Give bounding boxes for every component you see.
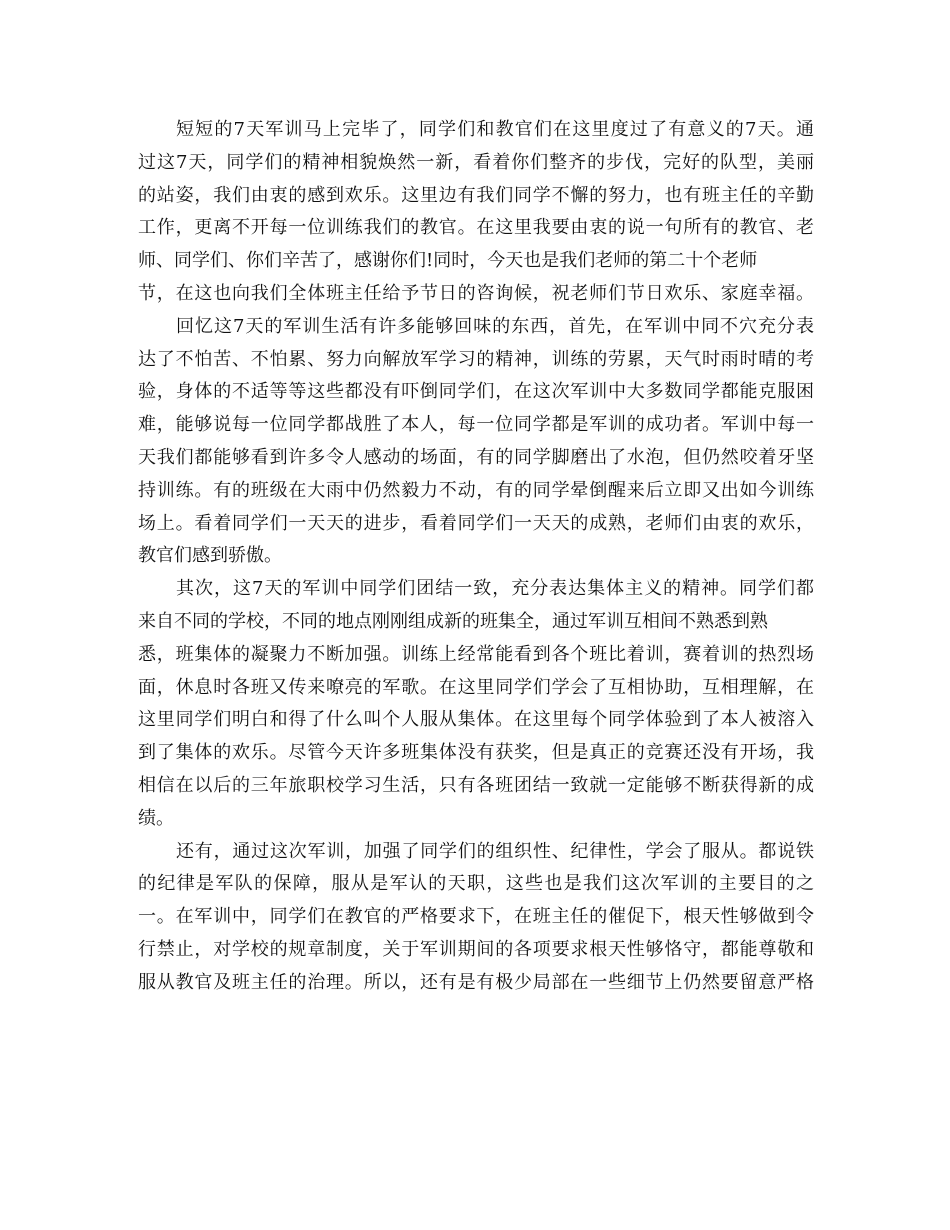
text-line: 的站姿，我们由衷的感到欢乐。这里边有我们同学不懈的努力，也有班主任的辛勤 <box>138 184 814 206</box>
text-line: 过这7天，同学们的精神相貌焕然一新，看着你们整齐的步伐，完好的队型，美丽 <box>138 151 814 173</box>
paragraph-4 <box>138 836 814 1000</box>
text-line: 短短的7天军训马上完毕了，同学们和教官们在这里度过了有意义的7天。通 <box>176 119 814 140</box>
text-line: 行禁止，对学校的规章制度，关于军训期间的各项要求根天性够恪守，都能尊敬和 <box>138 938 814 960</box>
text-line: 节，在这也向我们全体班主任给予节日的咨询候，祝老师们节日欢乐、家庭幸福。 <box>138 282 814 304</box>
text-line: 师、同学们、你们辛苦了，感谢你们!同时，今天也是我们老师的第二十个老师 <box>138 250 758 272</box>
paragraph-2 <box>138 311 814 573</box>
text-line: 达了不怕苦、不怕累、努力向解放军学习的精神，训练的劳累，天气时雨时晴的考 <box>138 348 814 370</box>
text-line: 服从教官及班主任的治理。所以，还有是有极少局部在一些细节上仍然要留意严格 <box>138 971 814 993</box>
text-line: 的纪律是军队的保障，服从是军认的天职，这些也是我们这次军训的主要目的之 <box>138 873 814 895</box>
text-line: 场上。看着同学们一天天的进步，看着同学们一天天的成熟，老师们由衷的欢乐， <box>138 512 814 534</box>
text-line: 持训练。有的班级在大雨中仍然毅力不动，有的同学晕倒醒来后立即又出如今训练 <box>138 479 814 501</box>
text-line: 悉，班集体的凝聚力不断加强。训练上经常能看到各个班比着训，赛着训的热烈场 <box>138 643 814 665</box>
paragraph-1 <box>138 114 814 311</box>
text-line: 难，能够说每一位同学都战胜了本人，每一位同学都是军训的成功者。军训中每一 <box>138 414 814 436</box>
text-line: 绩。 <box>138 807 174 829</box>
text-line: 教官们感到骄傲。 <box>138 545 282 567</box>
text-line: 其次，这7天的军训中同学们团结一致，充分表达集体主义的精神。同学们都 <box>176 578 814 600</box>
text-line: 相信在以后的三年旅职校学习生活，只有各班团结一致就一定能够不断获得新的成 <box>138 774 814 796</box>
text-line: 到了集体的欢乐。尽管今天许多班集体没有获奖，但是真正的竞赛还没有开场，我 <box>138 742 814 764</box>
text-line: 一。在军训中，同学们在教官的严格要求下，在班主任的催促下，根天性够做到令 <box>138 906 814 928</box>
text-line: 这里同学们明白和得了什么叫个人服从集体。在这里每个同学体验到了本人被溶入 <box>138 709 814 731</box>
text-line: 回忆这7天的军训生活有许多能够回味的东西，首先，在军训中同不穴充分表 <box>176 315 814 337</box>
document-body <box>138 114 814 1000</box>
text-line: 天我们都能够看到许多令人感动的场面，有的同学脚磨出了水泡，但仍然咬着牙坚 <box>138 446 814 468</box>
text-line: 面，休息时各班又传来嘹亮的军歌。在这里同学们学会了互相协助，互相理解，在 <box>138 676 814 698</box>
text-line: 还有，通过这次军训，加强了同学们的组织性、纪律性，学会了服从。都说铁 <box>176 840 814 862</box>
text-line: 工作，更离不开每一位训练我们的教官。在这里我要由衷的说一句所有的教官、老 <box>138 217 814 239</box>
paragraph-3 <box>138 573 814 835</box>
text-line: 来自不同的学校，不同的地点刚刚组成新的班集全，通过军训互相间不熟悉到熟 <box>138 610 768 632</box>
text-line: 验，身体的不适等等这些都没有吓倒同学们，在这次军训中大多数同学都能克服困 <box>138 381 814 403</box>
